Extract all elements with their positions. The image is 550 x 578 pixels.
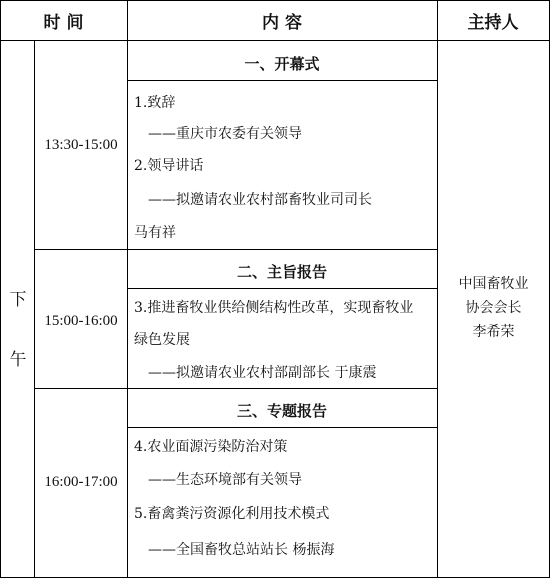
host-line: 李希荣: [472, 324, 515, 340]
host-line: 协会会长: [465, 300, 522, 316]
section-title: 二、主旨报告: [236, 263, 327, 281]
agenda-line: 3.推进畜牧业供给侧结构性改革，实现畜牧业: [134, 300, 414, 316]
agenda-line: 马有祥: [134, 225, 176, 241]
session-time: 13:30-15:00: [44, 137, 118, 153]
host-line: 中国畜牧业: [458, 276, 529, 292]
table-border-left: [0, 0, 1, 578]
period-divider: [34, 40, 35, 578]
session-time: 16:00-17:00: [44, 474, 118, 490]
agenda-line: 4.农业面源污染防治对策: [134, 439, 288, 455]
agenda-line: 1.致辞: [134, 95, 176, 111]
header-divider: [0, 40, 550, 41]
period-label: 下: [9, 290, 27, 310]
agenda-line: 绿色发展: [134, 332, 190, 348]
section-title-divider: [127, 80, 438, 81]
agenda-line: ——全国畜牧总站站长 杨振海: [148, 542, 335, 558]
section-title-divider: [127, 427, 438, 428]
agenda-line: ——生态环境部有关领导: [148, 472, 302, 488]
session-divider: [34, 388, 438, 389]
agenda-line: ——拟邀请农业农村部副部长 于康震: [148, 365, 377, 381]
agenda-line: ——拟邀请农业农村部畜牧业司司长: [148, 192, 372, 208]
agenda-line: ——重庆市农委有关领导: [148, 126, 302, 142]
session-divider: [34, 249, 438, 250]
agenda-line: 2.领导讲话: [134, 158, 204, 174]
section-title-divider: [127, 288, 438, 289]
period-label: 午: [9, 350, 27, 370]
time-divider: [127, 0, 128, 578]
header-time: 时 间: [43, 12, 84, 33]
session-time: 15:00-16:00: [44, 313, 118, 329]
section-title: 一、开幕式: [244, 55, 320, 73]
header-content: 内 容: [262, 12, 302, 33]
section-title: 三、专题报告: [236, 402, 327, 420]
agenda-line: 5.畜禽粪污资源化利用技术模式: [134, 506, 330, 522]
header-host: 主持人: [467, 12, 519, 33]
